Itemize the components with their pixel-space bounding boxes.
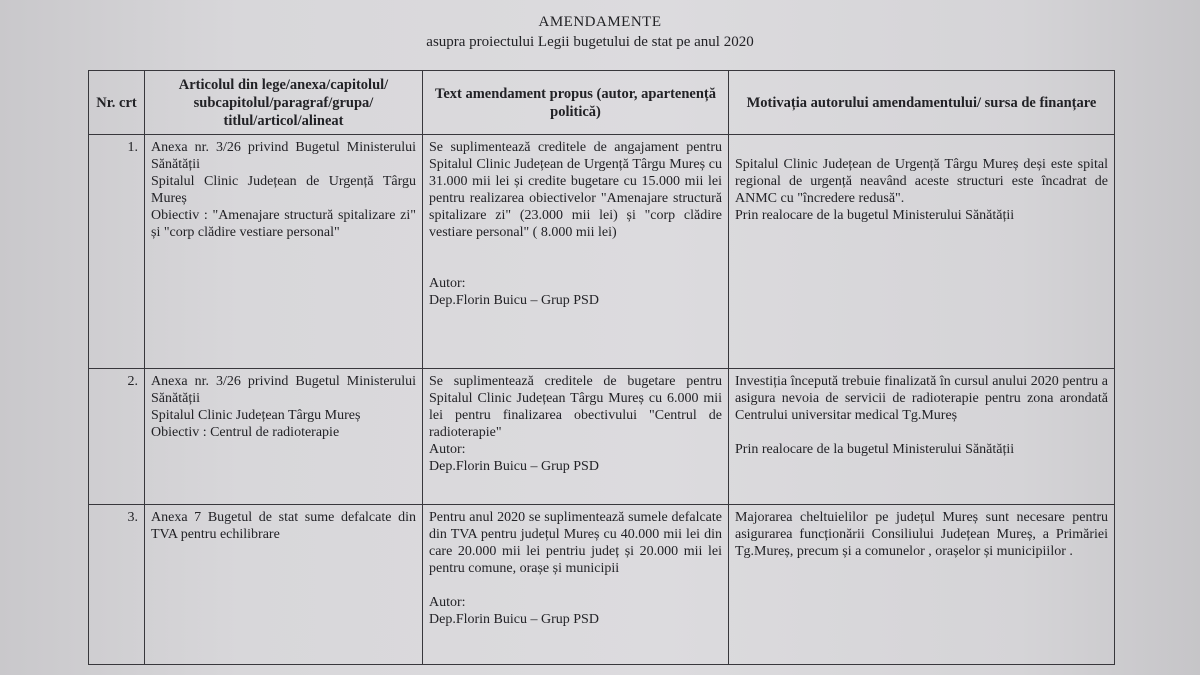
motivation-text: Majorarea cheltuielilor pe județul Mureș sunt necesare pentru asigurarea funcționării Consiliului Județean Mureș, a Primăriei Tg.Mureș, precum și a comunelor , orașelor și municipiilor . xyxy=(735,510,1112,559)
author-label: Autor: xyxy=(429,595,466,610)
author-name: Dep.Florin Buicu – Grup PSD xyxy=(429,459,599,474)
amendment-text: Se suplimentează creditele de angajament pentru Spitalul Clinic Județean de Urgență Târgu Mureș cu 31.000 mii lei și credite bugetare cu 15.000 mii lei pentru realizarea obiectivelor "Amenajare structură spitalizare zi" (23.000 mii lei) și "corp clădire vestiare personal" ( 8.000 mii lei) xyxy=(429,140,726,240)
article-line: Obiectiv : Centrul de radioterapie xyxy=(151,425,340,440)
motivation-cell xyxy=(729,505,1115,665)
article-line: Anexa 7 Bugetul de stat sume defalcate din TVA pentru echilibrare xyxy=(151,510,420,542)
amendment-text: Se suplimentează creditele de bugetare pentru Spitalul Clinic Județean Târgu Mureș cu 6.000 mii lei pentru finalizarea obectivului "Centrul de radioterapie" xyxy=(429,374,726,440)
article-line: Anexa nr. 3/26 privind Bugetul Ministerului Sănătății xyxy=(151,374,420,406)
author-label: Autor: xyxy=(429,442,466,457)
row-number: 2. xyxy=(89,369,145,505)
motivation-text: Investiția începută trebuie finalizată în cursul anului 2020 pentru a asigura nevoia de servicii de radioterapie pentru zona arondată Centrului universitar medical Tg.Mureș xyxy=(735,374,1112,423)
article-cell xyxy=(145,135,423,369)
header-article: Articolul din lege/anexa/capitolul/ subcapitolul/paragraf/grupa/ titlul/articol/alineat xyxy=(145,71,423,135)
article-line: Spitalul Clinic Județean de Urgență Târgu Mureș xyxy=(151,174,420,206)
table-row xyxy=(89,505,1115,665)
document-subtitle: asupra proiectului Legii bugetului de stat pe anul 2020 xyxy=(426,34,754,50)
amendment-text-cell xyxy=(423,505,729,665)
author-name: Dep.Florin Buicu – Grup PSD xyxy=(429,293,599,308)
funding-source: Prin realocare de la bugetul Ministerului Sănătății xyxy=(735,442,1015,457)
motivation-cell xyxy=(729,135,1115,369)
article-cell xyxy=(145,369,423,505)
header-text: Text amendament propus (autor, apartenență politică) xyxy=(423,71,729,135)
funding-source: Prin realocare de la bugetul Ministerului Sănătății xyxy=(735,208,1015,223)
header-motivation: Motivația autorului amendamentului/ sursa de finanțare xyxy=(729,71,1115,135)
article-line: Obiectiv : "Amenajare structură spitalizare zi" și "corp clădire vestiare personal" xyxy=(151,208,420,240)
row-number: 1. xyxy=(89,135,145,369)
table-header-row xyxy=(89,71,1115,135)
article-cell xyxy=(145,505,423,665)
table-row xyxy=(89,135,1115,369)
article-line: Spitalul Clinic Județean Târgu Mureș xyxy=(151,408,361,423)
article-line: Anexa nr. 3/26 privind Bugetul Ministerului Sănătății xyxy=(151,140,420,172)
amendment-text: Pentru anul 2020 se suplimentează sumele defalcate din TVA pentru județul Mureș cu 40.000 mii lei din care 20.000 mii lei pentriu județ și 20.000 mii lei pentru comune, orașe și municipii xyxy=(429,510,726,576)
amendments-table xyxy=(88,70,1115,665)
row-number: 3. xyxy=(89,505,145,665)
author-name: Dep.Florin Buicu – Grup PSD xyxy=(429,612,599,627)
amendment-text-cell xyxy=(423,135,729,369)
motivation-text: Spitalul Clinic Județean de Urgență Târgu Mureș deși este spital regional de urgență neavând aceste structuri este încadrat de ANMC cu "încredere redusă". xyxy=(735,157,1112,206)
author-label: Autor: xyxy=(429,276,466,291)
amendment-text-cell xyxy=(423,369,729,505)
motivation-cell xyxy=(729,369,1115,505)
document-title: AMENDAMENTE xyxy=(538,14,662,30)
table-row xyxy=(89,369,1115,505)
header-nr: Nr. crt xyxy=(89,71,145,135)
